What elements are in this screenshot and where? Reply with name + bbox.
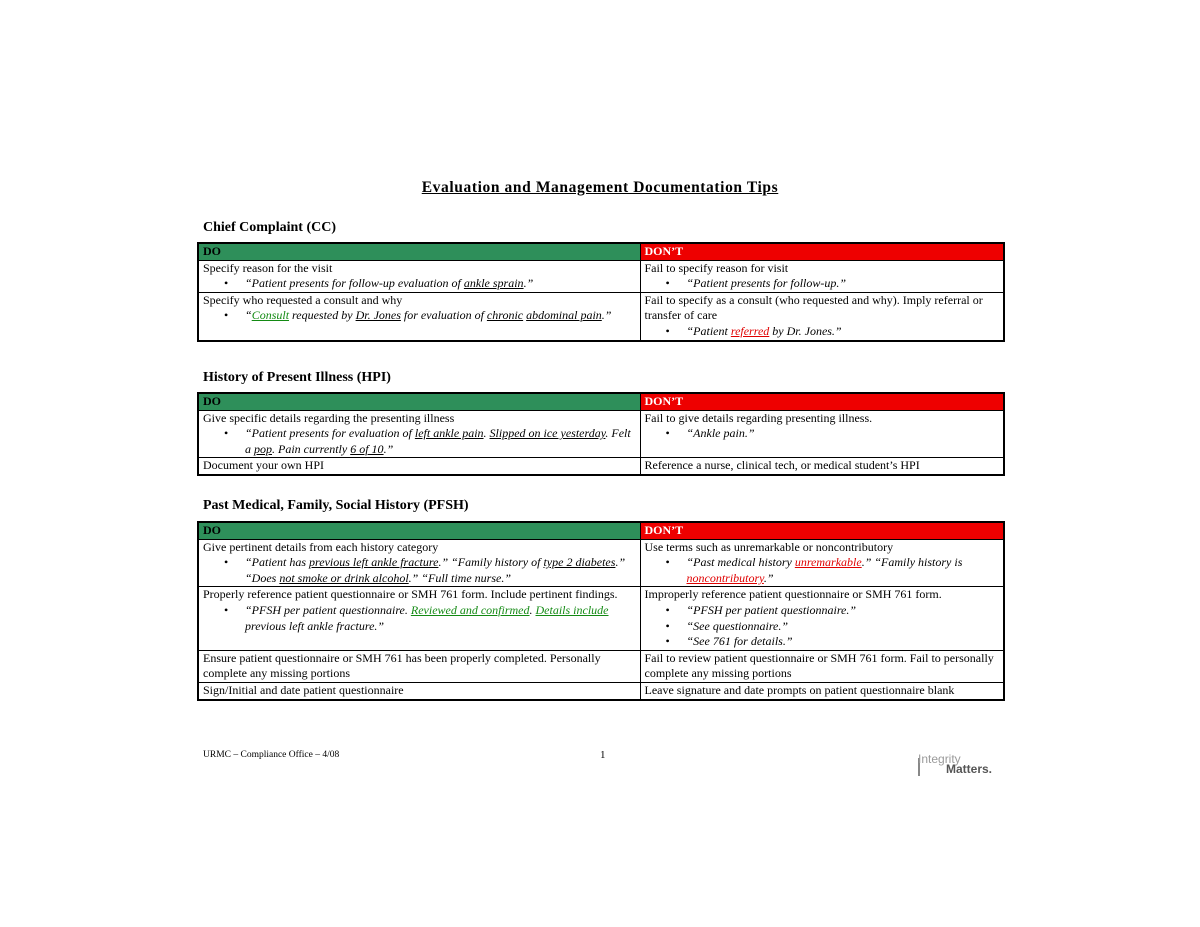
- table-row: [198, 682, 1004, 699]
- do-cell: Give pertinent details from each history category • “Patient has previous left ankle fracture.” “Family history of type 2 diabetes.” “Does not smoke or drink alcohol.” “Full time nurse.”: [198, 539, 640, 587]
- logo-line2: Matters.: [946, 762, 993, 776]
- section-heading-hpi: History of Present Illness (HPI): [203, 370, 391, 385]
- hpi-table: [197, 392, 1005, 476]
- cc-table: [197, 242, 1005, 342]
- do-cell: Ensure patient questionnaire or SMH 761 has been properly completed. Personally complete any missing portions: [198, 650, 640, 682]
- do-cell: Specify reason for the visit • “Patient presents for follow-up evaluation of ankle sprain.”: [198, 260, 640, 292]
- footer-office: URMC – Compliance Office – 4/08: [203, 750, 340, 760]
- table-row: [198, 292, 1004, 340]
- table-row: [198, 650, 1004, 682]
- do-header: DO: [198, 522, 640, 539]
- integrity-matters-logo: [918, 752, 998, 778]
- page-number: 1: [600, 749, 606, 761]
- dont-cell: Leave signature and date prompts on patient questionnaire blank: [640, 682, 1004, 699]
- dont-cell: Fail to specify as a consult (who requested and why). Imply referral or transfer of care • “Patient referred by Dr. Jones.”: [640, 292, 1004, 340]
- dont-cell: Fail to give details regarding presenting illness. • “Ankle pain.”: [640, 410, 1004, 458]
- do-cell: Give specific details regarding the presenting illness • “Patient presents for evaluation of left ankle pain. Slipped on ice yesterday. Felt a pop. Pain currently 6 of 10.”: [198, 410, 640, 458]
- table-row: [198, 587, 1004, 650]
- dont-cell: Fail to specify reason for visit • “Patient presents for follow-up.”: [640, 260, 1004, 292]
- dont-header: DON’T: [640, 243, 1004, 260]
- do-header: DO: [198, 243, 640, 260]
- do-cell: Properly reference patient questionnaire or SMH 761 form. Include pertinent findings. • “PFSH per patient questionnaire. Reviewed and confirmed. Details include previous left ankle fracture.”: [198, 587, 640, 650]
- document-title: Evaluation and Management Documentation Tips: [421, 179, 779, 196]
- table-row: [198, 410, 1004, 458]
- do-header: DO: [198, 393, 640, 410]
- dont-cell: Improperly reference patient questionnaire or SMH 761 form. • “PFSH per patient questionnaire.” • “See questionnaire.” • “See 761 for details.”: [640, 587, 1004, 650]
- dont-header: DON’T: [640, 522, 1004, 539]
- pfsh-table: [197, 521, 1005, 701]
- do-cell: Sign/Initial and date patient questionnaire: [198, 682, 640, 699]
- table-row: [198, 458, 1004, 475]
- do-cell: Specify who requested a consult and why • “Consult requested by Dr. Jones for evaluation of chronic abdominal pain.”: [198, 292, 640, 340]
- dont-cell: Use terms such as unremarkable or noncontributory • “Past medical history unremarkable.” “Family history is noncontributory.”: [640, 539, 1004, 587]
- dont-cell: Reference a nurse, clinical tech, or medical student’s HPI: [640, 458, 1004, 475]
- table-row: [198, 260, 1004, 292]
- dont-cell: Fail to review patient questionnaire or SMH 761 form. Fail to personally complete any missing portions: [640, 650, 1004, 682]
- section-heading-pfsh: Past Medical, Family, Social History (PFSH): [203, 498, 469, 513]
- logo-line1: Integrity: [918, 752, 961, 766]
- section-heading-cc: Chief Complaint (CC): [203, 220, 336, 235]
- dont-header: DON’T: [640, 393, 1004, 410]
- table-row: [198, 539, 1004, 587]
- do-cell: Document your own HPI: [198, 458, 640, 475]
